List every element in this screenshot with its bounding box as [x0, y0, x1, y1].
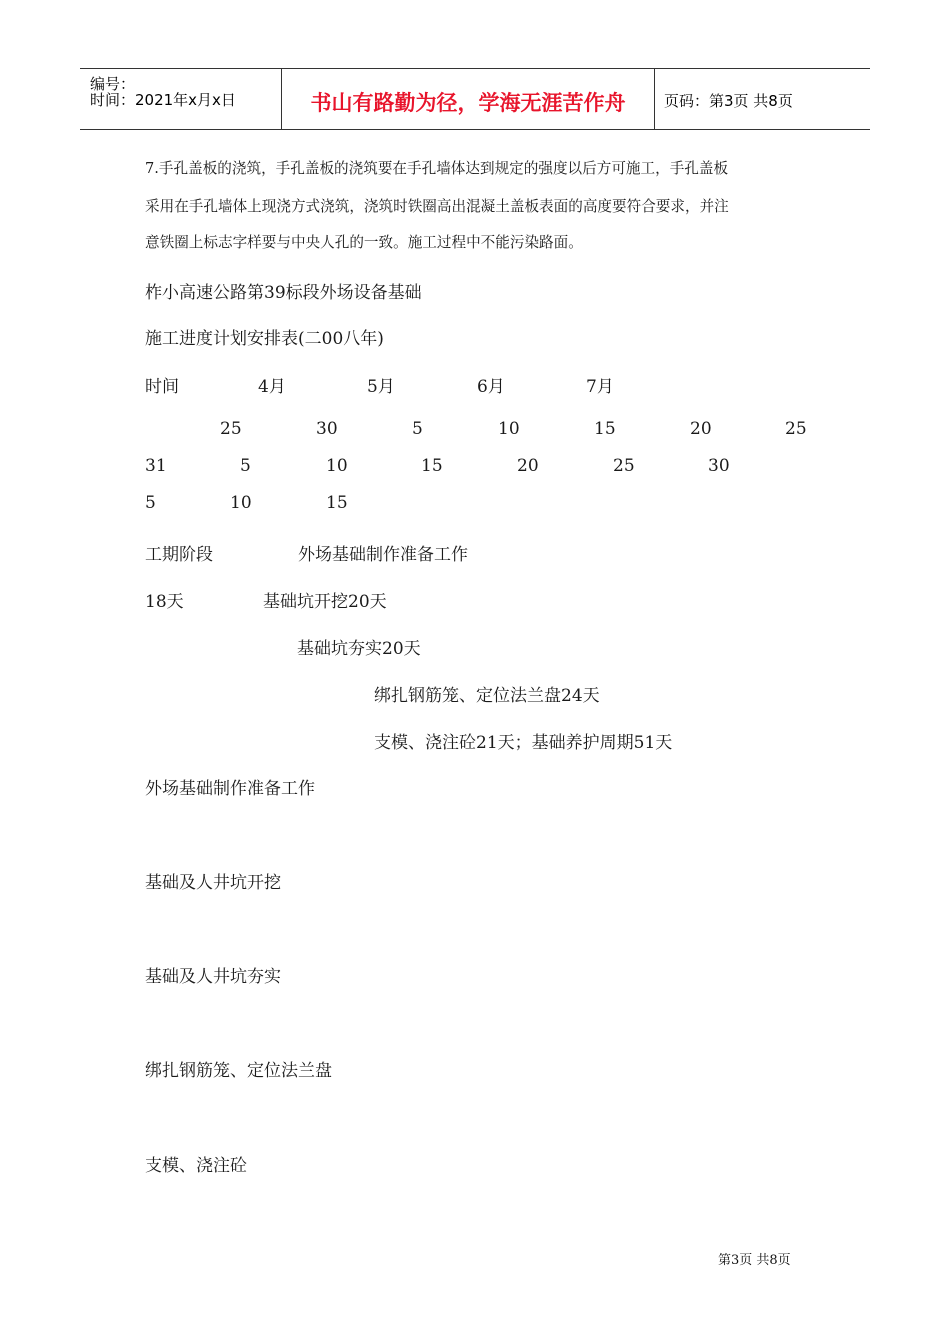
day-label: 5: [412, 419, 423, 439]
month-label: 4月: [258, 377, 286, 397]
task-label: 基础及人井坑开挖: [145, 873, 281, 893]
day-label: 15: [421, 456, 443, 476]
day-label: 20: [690, 419, 712, 439]
phase-prep-bar: 外场基础制作准备工作: [298, 545, 468, 565]
day-label: 31: [145, 456, 167, 476]
day-label: 5: [240, 456, 251, 476]
task-label: 基础及人井坑夯实: [145, 967, 281, 987]
document-date: 时间：2021年x月x日: [90, 91, 236, 109]
task-label: 外场基础制作准备工作: [145, 779, 315, 799]
schedule-title: 施工进度计划安排表(二00八年): [145, 329, 384, 349]
time-label: 时间: [145, 377, 179, 397]
task-label: 绑扎钢筋笼、定位法兰盘: [145, 1061, 332, 1081]
day-label: 5: [145, 493, 156, 513]
paragraph-line-1: 7.手孔盖板的浇筑，手孔盖板的浇筑要在手孔墙体达到规定的强度以后方可施工，手孔盖板: [145, 160, 729, 177]
phase-label: 工期阶段: [145, 545, 213, 565]
header-right-cell: [654, 69, 870, 129]
footer-page-info: 第3页 共8页: [718, 1253, 791, 1268]
project-title: 柞小高速公路第39标段外场设备基础: [145, 283, 422, 303]
compaction-bar: 基础坑夯实20天: [297, 639, 421, 659]
day-label: 15: [326, 493, 348, 513]
day-label: 25: [785, 419, 807, 439]
day-label: 25: [613, 456, 635, 476]
day-label: 20: [517, 456, 539, 476]
excavation-bar: 基础坑开挖20天: [263, 592, 387, 612]
header-motto: 书山有路勤为径，学海无涯苦作舟: [310, 91, 626, 115]
day-label: 30: [316, 419, 338, 439]
day-label: 30: [708, 456, 730, 476]
day-label: 15: [594, 419, 616, 439]
rebar-bar: 绑扎钢筋笼、定位法兰盘24天: [374, 686, 600, 706]
header-left-cell: [80, 69, 280, 129]
day-label: 10: [326, 456, 348, 476]
page-header: [80, 68, 870, 130]
day-label: 10: [230, 493, 252, 513]
month-label: 7月: [586, 377, 614, 397]
prep-duration: 18天: [145, 592, 184, 612]
month-label: 6月: [477, 377, 505, 397]
formwork-bar: 支模、浇注砼21天；基础养护周期51天: [374, 733, 673, 753]
paragraph-line-2: 采用在手孔墙体上现浇方式浇筑，浇筑时铁圈高出混凝土盖板表面的高度要符合要求，并注: [145, 198, 729, 215]
header-page-info: 页码：第3页 共8页: [664, 92, 793, 110]
document-number-label: 编号：: [90, 75, 136, 93]
header-motto-cell: [281, 69, 655, 129]
task-label: 支模、浇注砼: [145, 1156, 247, 1176]
day-label: 10: [498, 419, 520, 439]
day-label: 25: [220, 419, 242, 439]
month-label: 5月: [367, 377, 395, 397]
paragraph-line-3: 意铁圈上标志字样要与中央人孔的一致。施工过程中不能污染路面。: [145, 234, 583, 251]
